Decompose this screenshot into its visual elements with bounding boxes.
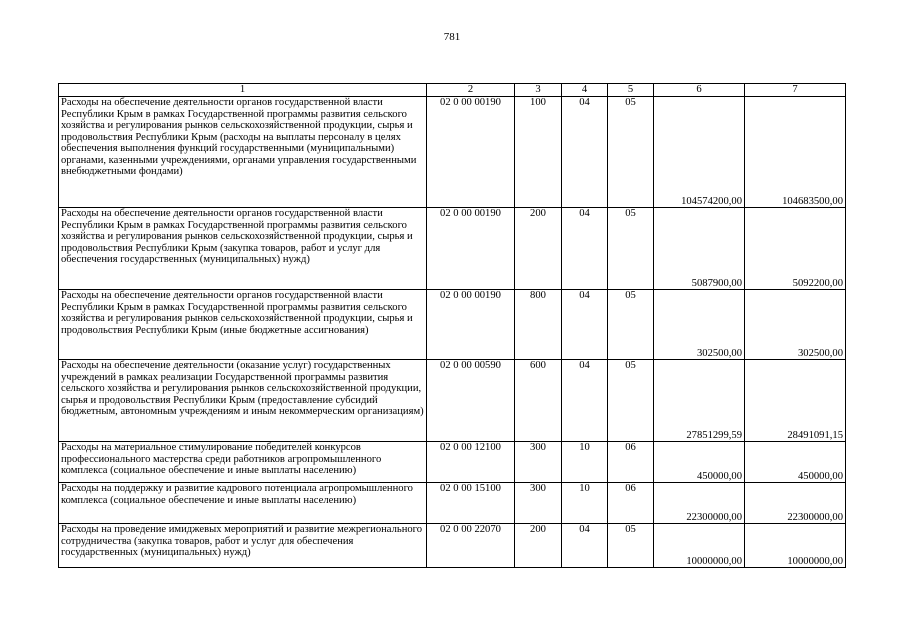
row-amount-7: 22300000,00: [745, 483, 846, 524]
row-expense-type: 800: [515, 290, 562, 360]
row-expense-type: 300: [515, 483, 562, 524]
row-name: Расходы на поддержку и развитие кадрового потенциала агропромышленного комплекса (социальное обеспечение и иные выплаты населению): [59, 483, 427, 524]
page-number: 781: [443, 31, 461, 43]
row-subsection: 05: [608, 290, 654, 360]
row-name: Расходы на проведение имиджевых мероприятий и развитие межрегионального сотрудничества (закупка товаров, работ и услуг для обеспечения государственных (муниципальных) нужд): [59, 524, 427, 568]
column-header: 6: [654, 84, 745, 97]
row-expense-type: 200: [515, 524, 562, 568]
row-name: Расходы на обеспечение деятельности (оказание услуг) государственных учреждений в рамках реализации Государственной программы развития сельского хозяйства и регулирования рынков сельскохозяйственной продукции, сырья и продовольствия Республики Крым (предоставление субсидий бюджетным, автономным учреждениям и иным некоммерческим организациям): [59, 360, 427, 442]
row-code: 02 0 00 00190: [427, 97, 515, 208]
row-subsection: 06: [608, 483, 654, 524]
row-section: 04: [562, 524, 608, 568]
row-subsection: 06: [608, 442, 654, 483]
table-row: [59, 442, 846, 483]
row-amount-7: 104683500,00: [745, 97, 846, 208]
header-row: [59, 84, 846, 97]
row-section: 04: [562, 360, 608, 442]
row-expense-type: 200: [515, 208, 562, 290]
table-row: [59, 290, 846, 360]
column-header: 7: [745, 84, 846, 97]
row-amount-6: 104574200,00: [654, 97, 745, 208]
row-amount-6: 302500,00: [654, 290, 745, 360]
row-code: 02 0 00 22070: [427, 524, 515, 568]
table-row: [59, 208, 846, 290]
row-section: 10: [562, 442, 608, 483]
row-expense-type: 100: [515, 97, 562, 208]
column-header: 4: [562, 84, 608, 97]
table-row: [59, 360, 846, 442]
row-code: 02 0 00 15100: [427, 483, 515, 524]
row-name: Расходы на обеспечение деятельности органов государственной власти Республики Крым в рамках Государственной программы развития сельского хозяйства и регулирования рынков сельскохозяйственной продукции, сырья и продовольствия Республики Крым (закупка товаров, работ и услуг для обеспечения государственных (муниципальных) нужд): [59, 208, 427, 290]
table-row: [59, 524, 846, 568]
row-name: Расходы на обеспечение деятельности органов государственной власти Республики Крым в рамках Государственной программы развития сельского хозяйства и регулирования рынков сельскохозяйственной продукции, сырья и продовольствия Республики Крым (расходы на выплаты персоналу в целях обеспечения выполнения функций государственными (муниципальными) органами, казенными учреждениями, органами управления государственными внебюджетными фондами): [59, 97, 427, 208]
row-name: Расходы на обеспечение деятельности органов государственной власти Республики Крым в рамках Государственной программы развития сельского хозяйства и регулирования рынков сельскохозяйственной продукции, сырья и продовольствия Республики Крым (иные бюджетные ассигнования): [59, 290, 427, 360]
row-amount-6: 5087900,00: [654, 208, 745, 290]
row-amount-7: 450000,00: [745, 442, 846, 483]
column-header: 1: [59, 84, 427, 97]
row-code: 02 0 00 00190: [427, 208, 515, 290]
column-header: 2: [427, 84, 515, 97]
row-section: 04: [562, 290, 608, 360]
row-code: 02 0 00 00190: [427, 290, 515, 360]
row-amount-7: 10000000,00: [745, 524, 846, 568]
row-subsection: 05: [608, 524, 654, 568]
row-subsection: 05: [608, 360, 654, 442]
row-amount-6: 22300000,00: [654, 483, 745, 524]
row-amount-7: 5092200,00: [745, 208, 846, 290]
row-code: 02 0 00 00590: [427, 360, 515, 442]
row-code: 02 0 00 12100: [427, 442, 515, 483]
row-subsection: 05: [608, 97, 654, 208]
row-expense-type: 300: [515, 442, 562, 483]
row-amount-6: 450000,00: [654, 442, 745, 483]
row-subsection: 05: [608, 208, 654, 290]
budget-table: [58, 83, 846, 568]
row-amount-7: 28491091,15: [745, 360, 846, 442]
table-row: [59, 97, 846, 208]
row-name: Расходы на материальное стимулирование победителей конкурсов профессионального мастерства среди работников агропромышленного комплекса (социальное обеспечение и иные выплаты населению): [59, 442, 427, 483]
row-amount-6: 10000000,00: [654, 524, 745, 568]
row-section: 10: [562, 483, 608, 524]
row-expense-type: 600: [515, 360, 562, 442]
table-row: [59, 483, 846, 524]
row-amount-6: 27851299,59: [654, 360, 745, 442]
row-section: 04: [562, 208, 608, 290]
row-amount-7: 302500,00: [745, 290, 846, 360]
column-header: 3: [515, 84, 562, 97]
row-section: 04: [562, 97, 608, 208]
column-header: 5: [608, 84, 654, 97]
